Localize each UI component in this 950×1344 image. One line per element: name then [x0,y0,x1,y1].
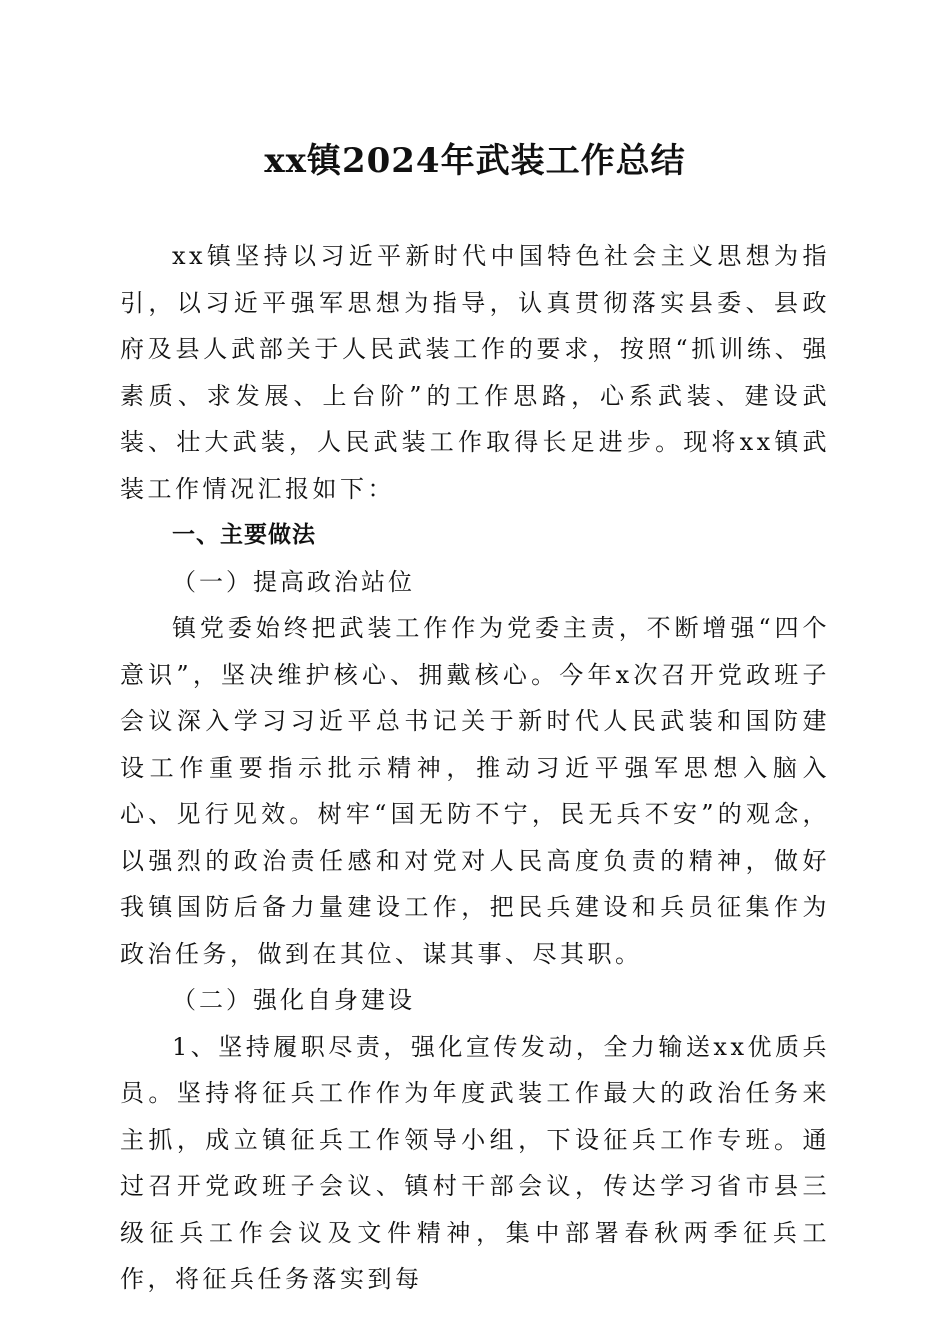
self-construction-paragraph: 1、坚持履职尽责，强化宣传发动，全力输送xx优质兵员。坚持将征兵工作作为年度武装工作最大的政治任务来主抓，成立镇征兵工作领导小组，下设征兵工作专班。通过召开党政班子会议、镇村干部会议，传达学习省市县三级征兵工作会议及文件精神，集中部署春秋两季征兵工作，将征兵任务落实到每 [120,1032,830,1293]
subsection-heading-self-construction: （二）强化自身建设 [172,986,415,1014]
document-title: xx镇2024年武装工作总结 [264,141,686,181]
section-heading-main-practices: 一、主要做法 [172,522,316,548]
subsection-heading-political-stance: （一）提高政治站位 [172,567,415,596]
document-body [120,233,830,1303]
intro-paragraph: xx镇坚持以习近平新时代中国特色社会主义思想为指引，以习近平强军思想为指导，认真贯彻落实县委、县政府及县人武部关于人民武装工作的要求，按照“抓训练、强素质、求发展、上台阶”的工作思路，心系武装、建设武装、壮大武装，人民武装工作取得长足进步。现将xx镇武装工作情况汇报如下： [120,242,830,503]
political-stance-paragraph: 镇党委始终把武装工作作为党委主责，不断增强“四个意识”，坚决维护核心、拥戴核心。今年x次召开党政班子会议深入学习习近平总书记关于新时代人民武装和国防建设工作重要指示批示精神，推动习近平强军思想入脑入心、见行见效。树牢“国无防不宁，民无兵不安”的观念，以强烈的政治责任感和对党对人民高度负责的精神，做好我镇国防后备力量建设工作，把民兵建设和兵员征集作为政治任务，做到在其位、谋其事、尽其职。 [120,614,830,968]
